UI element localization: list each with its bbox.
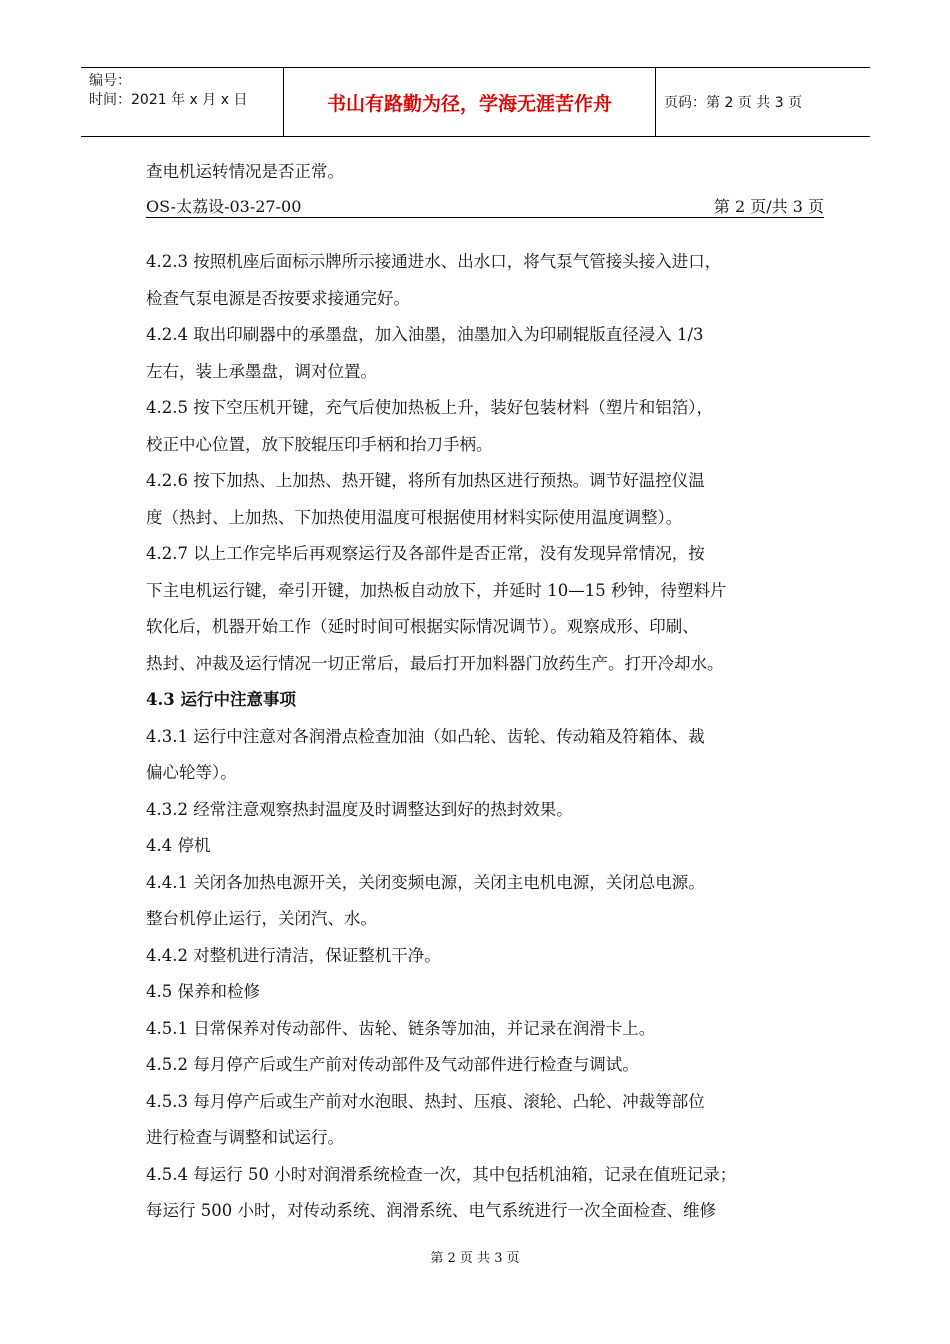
text-line: 4.4.1 关闭各加热电源开关，关闭变频电源，关闭主电机电源，关闭总电源。	[146, 873, 705, 892]
text-line: 进行检查与调整和试运行。	[146, 1128, 344, 1147]
doc-page: 第 2 页/共 3 页	[713, 196, 824, 216]
text-line: 查电机运转情况是否正常。	[146, 162, 344, 181]
text-line: 检查气泵电源是否按要求接通完好。	[146, 289, 410, 308]
text-line: 4.5.3 每月停产后或生产前对水泡眼、热封、压痕、滚轮、凸轮、冲裁等部位	[146, 1092, 705, 1111]
number-label: 编号：	[89, 73, 131, 89]
text-line: 度（热封、上加热、下加热使用温度可根据使用材料实际使用温度调整）。	[146, 508, 683, 527]
motto: 书山有路勤为径，学海无涯苦作舟	[283, 68, 656, 136]
section-heading: 4.4 停机	[146, 836, 211, 855]
header-table	[81, 67, 870, 137]
text-line: 4.2.6 按下加热、上加热、热开键，将所有加热区进行预热。调节好温控仪温	[146, 471, 705, 490]
text-line: 软化后，机器开始工作（延时时间可根据实际情况调节）。观察成形、印刷、	[146, 617, 699, 636]
text-line: 整台机停止运行，关闭汽、水。	[146, 909, 377, 928]
text-line: 左右，装上承墨盘，调对位置。	[146, 362, 377, 381]
section-heading: 4.5 保养和检修	[146, 982, 260, 1001]
text-line: 偏心轮等）。	[146, 763, 237, 782]
text-line: 4.5.4 每运行 50 小时对润滑系统检查一次，其中包括机油箱，记录在值班记录；	[146, 1165, 737, 1184]
doc-code: OS-太荔设-03-27-00	[146, 196, 302, 216]
text-line: 热封、冲裁及运行情况一切正常后，最后打开加料器门放药生产。打开冷却水。	[146, 654, 724, 673]
text-line: 4.2.3 按照机座后面标示牌所示接通进水、出水口，将气泵气管接头接入进口，	[146, 252, 722, 271]
doc-code-line	[146, 193, 824, 218]
time-label: 时间：2021 年 x 月 x 日	[89, 92, 248, 108]
text-line: 校正中心位置，放下胶辊压印手柄和抬刀手柄。	[146, 435, 493, 454]
text-line: 4.5.1 日常保养对传动部件、齿轮、链条等加油，并记录在润滑卡上。	[146, 1019, 656, 1038]
text-line: 4.2.4 取出印刷器中的承墨盘，加入油墨，油墨加入为印刷辊版直径浸入 1/3	[146, 325, 704, 344]
text-line: 4.3.1 运行中注意对各润滑点检查加油（如凸轮、齿轮、传动箱及符箱体、裁	[146, 727, 705, 746]
text-line: 4.5.2 每月停产后或生产前对传动部件及气动部件进行检查与调试。	[146, 1055, 639, 1074]
text-line: 每运行 500 小时，对传动系统、润滑系统、电气系统进行一次全面检查、维修	[146, 1201, 716, 1220]
text-line: 4.2.7 以上工作完毕后再观察运行及各部件是否正常，没有发现异常情况，按	[146, 544, 705, 563]
page-label: 页码：第 2 页 共 3 页	[664, 95, 803, 111]
page-footer: 第 2 页 共 3 页	[430, 1251, 520, 1266]
text-line: 4.4.2 对整机进行清洁，保证整机干净。	[146, 946, 441, 965]
header-left-cell	[81, 68, 283, 136]
text-line: 下主电机运行键，牵引开键，加热板自动放下，并延时 10—15 秒钟，待塑料片	[146, 581, 727, 600]
section-heading: 4.3 运行中注意事项	[146, 690, 296, 709]
text-line: 4.2.5 按下空压机开键，充气后使加热板上升，装好包装材料（塑片和铝箔），	[146, 398, 713, 417]
text-line: 4.3.2 经常注意观察热封温度及时调整达到好的热封效果。	[146, 800, 573, 819]
